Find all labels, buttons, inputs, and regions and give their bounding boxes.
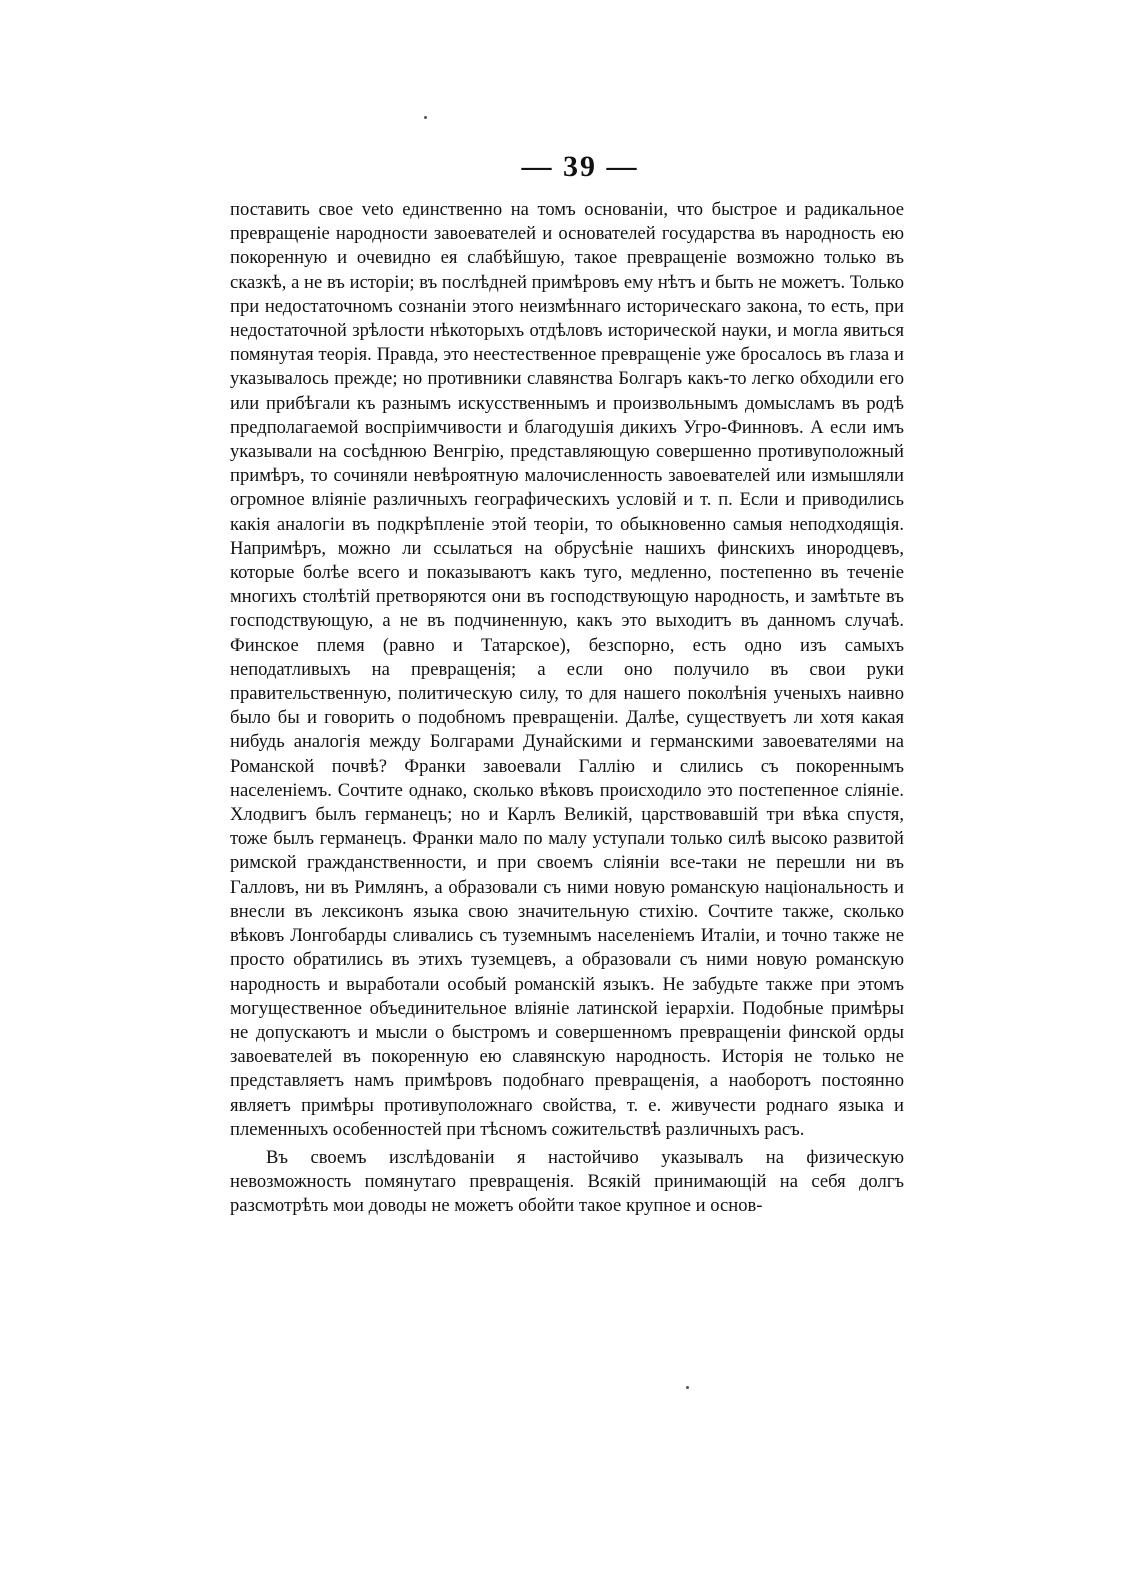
paragraph-2: Въ своемъ изслѣдованіи я настойчиво указывалъ на физическую невозможность помянутаго превращенія. Всякій принимающій на себя долгъ разсмотрѣть мои доводы не можетъ обойти такое крупное и основ-	[230, 1146, 904, 1217]
print-speck-bottom	[686, 1386, 689, 1389]
print-speck-top	[424, 116, 427, 119]
paragraph-1: поставить свое veto единственно на томъ основаніи, что быстрое и радикальное превращеніе народности завоевателей и основателей государства въ народность ею покоренную и очевидно ея слабѣйшую, такое превращеніе возможно только въ сказкѣ, а не въ исторіи; въ послѣдней примѣровъ ему нѣтъ и быть не можетъ. Только при недостаточномъ сознаніи этого неизмѣннаго историческаго закона, то есть, при недостаточной зрѣлости нѣкоторыхъ отдѣловъ исторической науки, и могла явиться помянутая теорія. Правда, это неестественное превращеніе уже бросалось въ глаза и указывалось прежде; но противники славянства Болгаръ какъ-то легко обходили его или прибѣгали къ разнымъ искусственнымъ и произвольнымъ домысламъ въ родѣ предполагаемой воспріимчивости и благодушія дикихъ Угро-Финновъ. А если имъ указывали на сосѣднюю Венгрію, представляющую совершенно противуположный примѣръ, то сочиняли невѣроятную малочисленность завоевателей или измышляли огромное вліяніе различныхъ географическихъ условій и т. п. Если и приводились какія аналогіи въ подкрѣпленіе этой теоріи, то обыкновенно самыя неподходящія. Напримѣръ, можно ли ссылаться на обрусѣніе нашихъ финскихъ инородцевъ, которые болѣе всего и показываютъ какъ туго, медленно, постепенно въ теченіе многихъ столѣтій претворяются они въ господствующую народность, и замѣтьте въ господствующую, а не въ подчиненную, какъ это выходитъ въ данномъ случаѣ. Финское племя (равно и Татарское), безспорно, есть одно изъ самыхъ неподатливыхъ на превращенія; а если оно получило въ свои руки правительственную, политическую силу, то для нашего поколѣнія ученыхъ наивно было бы и говорить о подобномъ превращеніи. Далѣе, существуетъ ли хотя какая нибудь аналогія между Болгарами Дунайскими и германскими завоевателями на Романской почвѣ? Франки завоевали Галлію и слились съ покореннымъ населеніемъ. Сочтите однако, сколько вѣковъ происходило это постепенное сліяніе. Хлодвигъ былъ германецъ; но и Карлъ Великій, царствовавшій три вѣка спустя, тоже былъ германецъ. Франки мало по малу уступали только силѣ высоко развитой римской гражданственности, и при своемъ сліяніи все-таки не перешли ни въ Галловъ, ни въ Римлянъ, а образовали съ ними новую романскую національность и внесли въ лексиконъ языка свою значительную стихію. Сочтите также, сколько вѣковъ Лонгобарды сливались съ туземнымъ населеніемъ Италіи, и точно также не просто обратились въ этихъ туземцевъ, а образовали съ ними новую романскую народность и выработали особый романскій языкъ. Не забудьте также при этомъ могущественное объединительное вліяніе латинской іерархіи. Подобные примѣры не допускаютъ и мысли о быстромъ и совершенномъ превращеніи финской орды завоевателей въ покоренную ею славянскую народность. Исторія не только не представляетъ намъ примѣровъ подобнаго превращенія, а наоборотъ постоянно являетъ примѣры противуположнаго свойства, т. е. живучести роднаго языка и племенныхъ особенностей при тѣсномъ сожительствѣ различныхъ расъ.	[230, 199, 904, 1140]
page-number: — 39 —	[521, 150, 639, 183]
body-text	[230, 198, 904, 1219]
